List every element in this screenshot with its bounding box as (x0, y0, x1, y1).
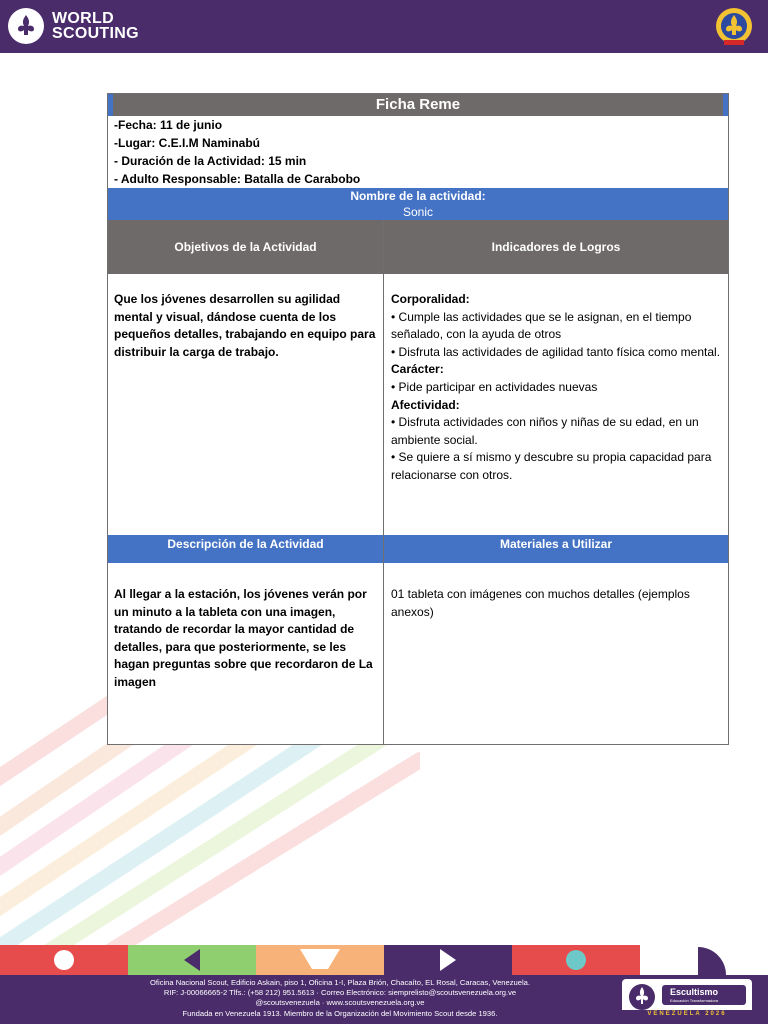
world-scouting-logo (8, 8, 139, 44)
objectives-header (108, 220, 383, 274)
card-title-bar (108, 94, 728, 116)
footer-line-founded: Fundada en Venezuela 1913. Miembro de la Organización del Movimiento Scout desde 1936. (182, 1008, 498, 1018)
card-title: Ficha Reme (375, 96, 461, 113)
indicator-corporalidad: Corporalidad: (391, 292, 470, 306)
indicator-item: • Disfruta actividades con niños y niñas de su edad, en un ambiente social. (391, 415, 699, 447)
indicator-item: • Pide participar en actividades nuevas (391, 379, 598, 394)
info-lugar: -Lugar: C.E.I.M Naminabú (114, 136, 261, 150)
brand-line-1: WORLD (52, 10, 114, 27)
footer-line-address: Oficina Nacional Scout, Edificio Askain, piso 1, Oficina 1-I, Plaza Brión, Chacaíto, EL Rosal, Caracas, Venezuela. (149, 978, 531, 987)
materials-header: Materiales a Utilizar (384, 535, 728, 563)
objectives-text: Que los jóvenes desarrollen su agilidad mental y visual, dándose cuenta de los pequeños detalles, trabajando en equipo para distribuir la carga de trabajo. (114, 292, 376, 359)
activity-name-label: Nombre de la actividad: (350, 189, 486, 203)
objectives-header-label: Objetivos de la Actividad (174, 240, 317, 254)
badge-subtitle: Educación Transformadora (670, 998, 719, 1003)
page-header (0, 0, 768, 53)
activity-info (114, 116, 360, 188)
scouts-venezuela-emblem-icon (714, 6, 754, 48)
indicator-item: • Cumple las actividades que se le asignan, en el tiempo señalado, con la ayuda de otros (391, 309, 692, 342)
indicators-text (391, 291, 723, 485)
indicators-header-label: Indicadores de Logros (491, 240, 621, 254)
indicator-afectividad: Afectividad: (391, 397, 460, 412)
footer-color-strip (0, 945, 768, 975)
info-duracion: - Duración de la Actividad: 15 min (114, 154, 307, 168)
brand-line-2: SCOUTING (52, 25, 139, 42)
info-adulto: - Adulto Responsable: Batalla de Carabobo (114, 172, 361, 186)
ficha-reme-card (107, 93, 729, 745)
page-footer (0, 975, 768, 1024)
badge-country: VENEZUELA 2026 (647, 1011, 727, 1017)
description-text: Al llegar a la estación, los jóvenes verán por un minuto a la tableta con una imagen, tratando de recordar la mayor cantidad de detalles, para que posteriormente, se les hagan preguntas sobre que recordaron de La imagen (114, 587, 373, 689)
footer-contact (60, 978, 620, 1019)
info-fecha: -Fecha: 11 de junio (114, 118, 223, 132)
escultismo-badge (622, 979, 752, 1019)
fleur-de-lis-icon (8, 8, 44, 44)
indicator-item: • Disfruta las actividades de agilidad tanto física como mental. (391, 344, 721, 359)
indicators-header (384, 220, 728, 274)
column-divider (383, 220, 384, 744)
activity-name: Sonic (402, 205, 434, 219)
badge-title: Escultismo (670, 987, 719, 997)
description-header: Descripción de la Actividad (108, 535, 383, 563)
indicator-item: • Se quiere a sí mismo y descubre su propia capacidad para relacionarse con otros. (391, 450, 712, 482)
footer-line-contact: RIF: J-00066665-2 Tlfs.: (+58 212) 951.5613 · Correo Electrónico: siemprelisto@scoutsvenezuela.org.ve (163, 988, 517, 998)
activity-name-bar (108, 188, 728, 220)
materials-text: 01 tableta con imágenes con muchos detalles (ejemplos anexos) (391, 587, 690, 619)
footer-line-web: @scoutsvenezuela · www.scoutsvenezuela.org.ve (255, 998, 425, 1008)
indicator-caracter: Carácter: (391, 362, 444, 377)
